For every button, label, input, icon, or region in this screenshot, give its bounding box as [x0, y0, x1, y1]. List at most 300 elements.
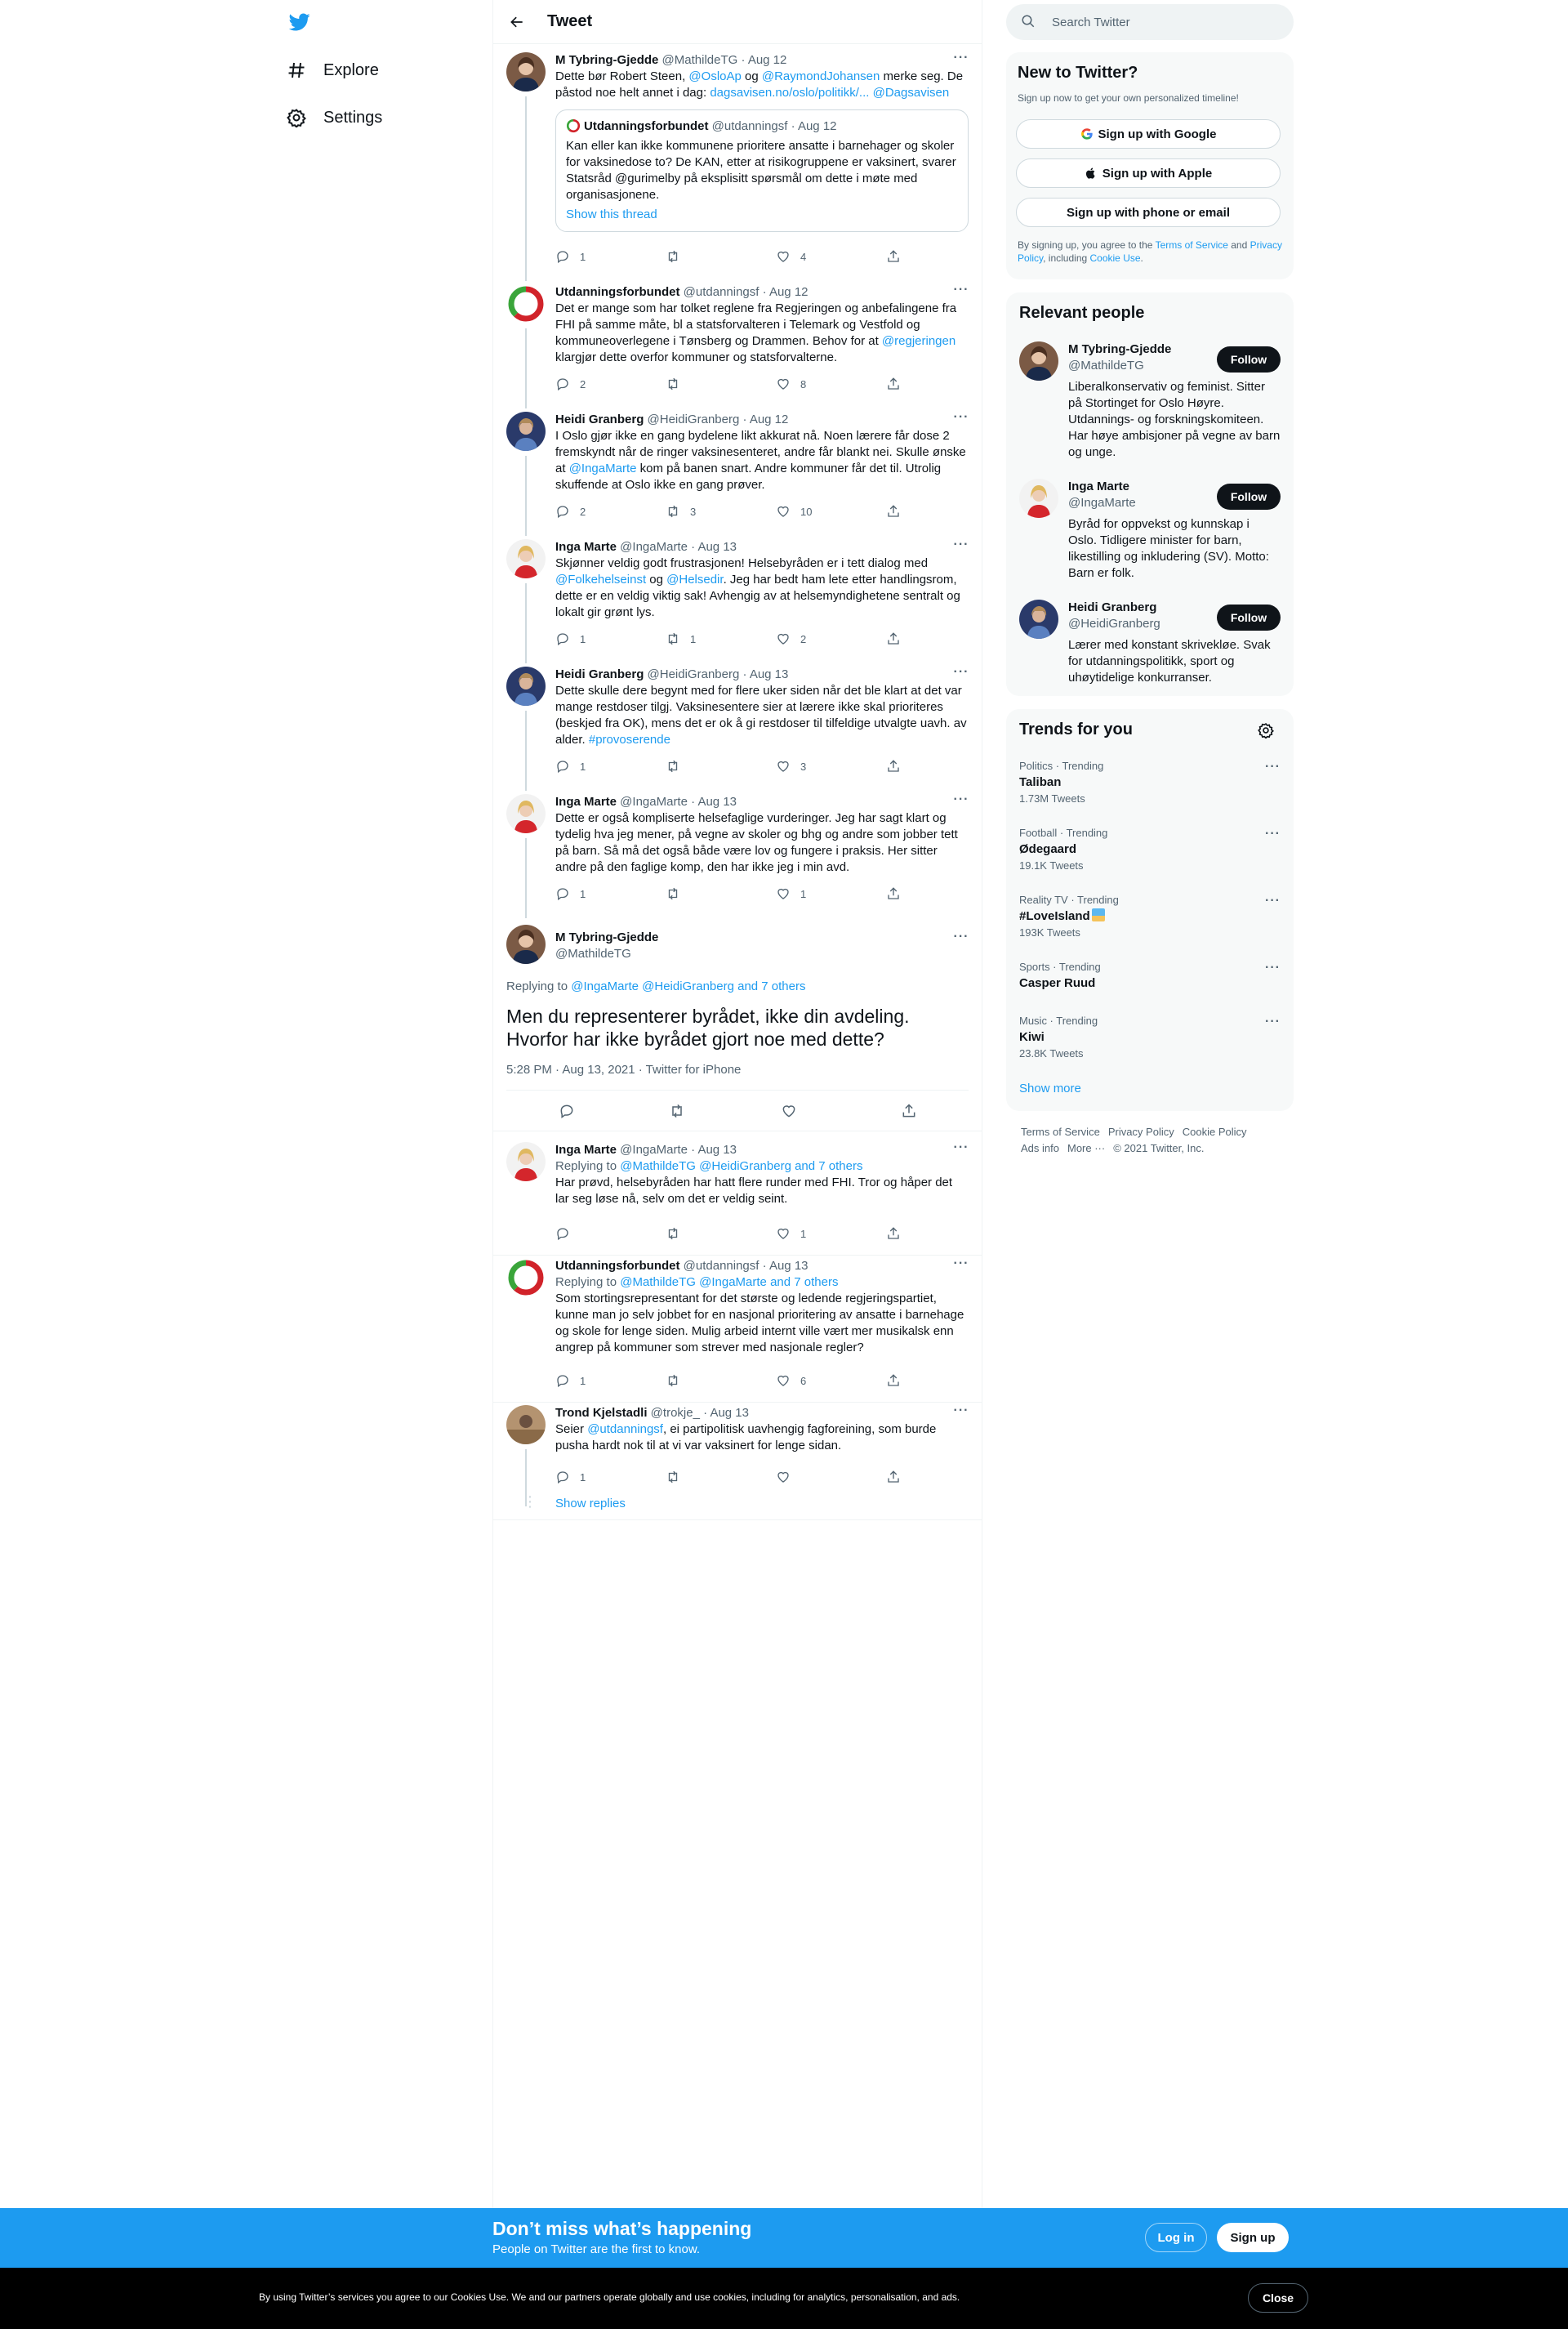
quoted-meta: [566, 118, 958, 135]
avatar[interactable]: [506, 412, 546, 451]
reply-button[interactable]: [555, 631, 666, 647]
retweet-icon: [666, 1470, 690, 1484]
signup-panel: [1006, 52, 1294, 279]
like-count: 6: [800, 1374, 807, 1387]
replying-label: Replying to: [555, 1159, 621, 1173]
tweet-text-segment: Skjønner veldig godt frustrasjonen! Helsebyråden er i tett dialog med: [555, 556, 929, 570]
tweet-meta: [555, 52, 969, 69]
signup-banner: [0, 2208, 1568, 2268]
more-icon[interactable]: ···: [1265, 827, 1281, 841]
reply-count: 2: [580, 377, 586, 390]
trends-panel: [1006, 709, 1294, 1111]
trend-item[interactable]: [1019, 760, 1281, 805]
trend-item[interactable]: [1019, 827, 1281, 872]
tweet-text-segment: og: [646, 573, 667, 587]
thread-connector-line: [525, 711, 527, 791]
reply-button[interactable]: [555, 758, 666, 774]
show-replies-link[interactable]: Show replies: [555, 1497, 626, 1510]
tweet-actions: [555, 758, 915, 774]
tweet-text-segment: kom på banen snart. Andre kommuner får det til. Utrolig skuffende at Oslo ikke en gang prøver.: [555, 462, 942, 492]
tweet-link[interactable]: @Dagsavisen: [872, 86, 950, 100]
tweet-text: [555, 69, 969, 101]
avatar[interactable]: [1019, 600, 1058, 639]
more-icon[interactable]: ···: [953, 665, 969, 679]
share-button[interactable]: [886, 1469, 911, 1485]
quoted-avatar: [566, 118, 581, 133]
reply-icon[interactable]: [559, 1103, 575, 1123]
author-handle[interactable]: @HeidiGranberg: [644, 667, 740, 681]
retweet-icon: [666, 504, 690, 519]
avatar[interactable]: [506, 1142, 546, 1181]
more-icon[interactable]: ···: [953, 538, 969, 551]
reply-count: 1: [580, 1470, 586, 1484]
replying-label: Replying to: [555, 1275, 621, 1289]
author-name[interactable]: Trond Kjelstadli: [555, 1406, 648, 1420]
page-title: Tweet: [547, 12, 593, 30]
focus-author[interactable]: [555, 930, 658, 962]
signup-title: New to Twitter?: [1018, 64, 1138, 82]
replying-to: [506, 979, 806, 995]
main-column: [492, 0, 982, 2255]
tweet-date[interactable]: · Aug 12: [739, 413, 789, 426]
author-handle[interactable]: @IngaMarte: [617, 795, 688, 809]
footer-links-2: [1021, 1140, 1212, 1157]
login-button[interactable]: Log in: [1145, 2223, 1207, 2252]
gear-icon: [286, 107, 307, 128]
signup-google-button[interactable]: [1016, 119, 1281, 149]
thread-connector-line: [525, 456, 527, 536]
more-icon[interactable]: ···: [1265, 961, 1281, 975]
like-button[interactable]: [776, 1469, 886, 1485]
trend-name: Kiwi: [1019, 1030, 1045, 1044]
author-name[interactable]: Heidi Granberg: [555, 667, 644, 681]
like-icon: [776, 504, 800, 519]
signup-legal: [1018, 239, 1282, 265]
retweet-button[interactable]: [666, 631, 776, 647]
tweet-link[interactable]: @utdanningsf: [587, 1422, 663, 1436]
trend-name: #LoveIsland: [1019, 908, 1281, 925]
more-icon[interactable]: ···: [953, 1140, 969, 1154]
reply-tweet: [493, 1139, 982, 1255]
follow-button[interactable]: Follow: [1217, 484, 1281, 510]
author-handle[interactable]: @HeidiGranberg: [644, 413, 740, 426]
trend-count: 1.73M Tweets: [1019, 792, 1085, 805]
person-name[interactable]: Heidi Granberg: [1068, 600, 1157, 614]
tweet-date[interactable]: · Aug 13: [699, 1406, 749, 1420]
person-handle: @IngaMarte: [1068, 496, 1136, 510]
show-this-thread-link[interactable]: Show this thread: [566, 207, 657, 221]
hashtag-icon: [286, 60, 307, 81]
terms-link[interactable]: Terms of Service: [1155, 239, 1228, 251]
share-button[interactable]: [886, 886, 911, 902]
quoted-author-name: Utdanningsforbundet: [584, 119, 709, 133]
footer-terms-link[interactable]: Terms of Service: [1021, 1126, 1100, 1138]
banner-title: Don’t miss what’s happening: [492, 2218, 752, 2239]
replying-to: [555, 1274, 969, 1291]
settings-gear-icon[interactable]: [1258, 722, 1274, 743]
more-icon[interactable]: ···: [1265, 1015, 1281, 1028]
tweet-actions: [555, 1469, 915, 1485]
reply-icon: [555, 504, 580, 519]
share-button[interactable]: [886, 631, 911, 647]
reply-button[interactable]: [555, 376, 666, 392]
tweet-meta: [555, 794, 969, 810]
footer-cookie-link[interactable]: Cookie Policy: [1182, 1126, 1247, 1138]
like-button[interactable]: [776, 758, 886, 774]
author-name[interactable]: M Tybring-Gjedde: [555, 53, 659, 67]
person-handle: @HeidiGranberg: [1068, 617, 1160, 631]
tweet-text-segment: . Jeg har bedt ham lete etter handlingsrom, dette er en veldig viktig sak! Avhengig av at helsemyndighetene sentralt og lokalt gir grønt lys.: [555, 573, 960, 619]
author-name[interactable]: Heidi Granberg: [555, 413, 644, 426]
author-name[interactable]: Inga Marte: [555, 1143, 617, 1157]
retweet-icon: [666, 1226, 690, 1241]
person-handle: @MathildeTG: [1068, 359, 1144, 373]
tweet-timestamp[interactable]: 5:28 PM · Aug 13, 2021 · Twitter for iPhone: [506, 1063, 742, 1077]
avatar[interactable]: [506, 284, 546, 323]
cookie-link[interactable]: Cookie Use: [1089, 252, 1141, 264]
tweet-link[interactable]: @Folkehelseinst: [555, 573, 647, 587]
replying-label: Replying to: [506, 979, 572, 993]
author-handle[interactable]: @trokje_: [647, 1406, 700, 1420]
thread-dots: ⋮: [523, 1493, 537, 1510]
reply-tweet: [493, 1255, 982, 1402]
retweet-icon: [666, 249, 690, 264]
tweet-actions: [555, 376, 915, 392]
tweet-text: [555, 428, 969, 493]
trend-name: Ødegaard: [1019, 842, 1077, 856]
like-button[interactable]: [776, 1372, 886, 1389]
trends-title: Trends for you: [1019, 721, 1133, 738]
person-name[interactable]: Inga Marte: [1068, 480, 1130, 493]
legal-text: , including: [1043, 252, 1090, 264]
tweet-link[interactable]: @OsloAp: [688, 69, 742, 83]
separator: [493, 1519, 982, 1520]
retweet-button[interactable]: [666, 503, 776, 520]
legal-text: By signing up, you agree to the: [1018, 239, 1156, 251]
retweet-button[interactable]: [666, 1372, 776, 1389]
tweet-body: [555, 667, 969, 748]
tweet-text-segment: klargjør dette overfor kommuner og statsforvalterne.: [555, 350, 838, 364]
tweet-actions: [555, 503, 915, 520]
share-icon: [886, 1226, 911, 1241]
tweet-link[interactable]: @regjeringen: [881, 334, 956, 348]
tweet-link[interactable]: @IngaMarte: [568, 462, 637, 475]
author-name[interactable]: Inga Marte: [555, 540, 617, 554]
tweet-date[interactable]: · Aug 13: [687, 795, 737, 809]
tweet-meta: [555, 412, 969, 428]
person-bio: Byråd for oppvekst og kunnskap i Oslo. Tidligere minister for barn, likestilling og inkludering (SV). Motto: Barn er folk.: [1068, 517, 1269, 580]
tweet-meta: [555, 1405, 969, 1421]
tweet-body: [555, 284, 969, 366]
tweet-body: [555, 794, 969, 876]
tweet-text: [555, 683, 969, 748]
reply-button[interactable]: [555, 1372, 666, 1389]
tweet-link[interactable]: @RaymondJohansen: [761, 69, 880, 83]
focus-tweet: [493, 921, 982, 1090]
like-button[interactable]: [776, 631, 886, 647]
like-count: 2: [800, 632, 807, 645]
tweet-date[interactable]: · Aug 12: [759, 285, 808, 299]
share-button[interactable]: [886, 503, 911, 520]
like-count: 3: [800, 760, 807, 773]
tweet-text-segment: merke seg. De påstod noe helt annet i dag:: [555, 69, 964, 100]
avatar[interactable]: [1019, 341, 1058, 381]
share-icon[interactable]: [901, 1103, 917, 1123]
tweet-header: [493, 0, 982, 43]
trend-name: Casper Ruud: [1019, 976, 1096, 990]
tweet-text: Har prøvd, helsebyråden har hatt flere runder med FHI. Tror og håper det lar seg løse nå, selv om det er veldig seint.: [555, 1176, 953, 1206]
relevant-people-title: Relevant people: [1019, 304, 1145, 322]
reply-button[interactable]: [555, 886, 666, 902]
tweet-text-segment: Dette bør Robert Steen,: [555, 69, 689, 83]
trend-category: Music · Trending: [1019, 1015, 1098, 1027]
tweet-body: [555, 1258, 969, 1356]
like-button[interactable]: [776, 376, 886, 392]
follow-button[interactable]: Follow: [1217, 346, 1281, 373]
author-name[interactable]: Utdanningsforbundet: [555, 1259, 680, 1273]
retweet-button[interactable]: [666, 758, 776, 774]
more-icon[interactable]: ···: [1265, 894, 1281, 908]
author-handle[interactable]: @utdanningsf: [679, 1259, 760, 1273]
like-count: 1: [800, 1227, 807, 1240]
reply-count: 2: [580, 505, 586, 518]
like-button[interactable]: [776, 248, 886, 265]
footer-ads-link[interactable]: Ads info: [1021, 1142, 1059, 1154]
signup-google-label: Sign up with Google: [1098, 127, 1217, 141]
nav-explore-label: Explore: [323, 60, 379, 79]
reply-button[interactable]: [555, 1469, 666, 1485]
share-icon: [886, 377, 911, 391]
reply-count: 1: [580, 632, 586, 645]
more-icon[interactable]: ···: [953, 283, 969, 297]
share-icon: [886, 1470, 911, 1484]
nav-settings-label: Settings: [323, 108, 383, 127]
more-icon[interactable]: ···: [953, 51, 969, 65]
avatar[interactable]: [506, 1258, 546, 1297]
trend-count: 19.1K Tweets: [1019, 859, 1084, 872]
footer-links: [1021, 1124, 1255, 1140]
retweet-button[interactable]: [666, 1225, 776, 1242]
trend-name: Taliban: [1019, 775, 1062, 789]
tweet-meta: [555, 667, 969, 683]
trend-item[interactable]: [1019, 1015, 1281, 1060]
retweet-icon[interactable]: [669, 1103, 685, 1123]
trend-category: Sports · Trending: [1019, 961, 1101, 973]
tweet-text: [555, 1421, 969, 1454]
like-count: 4: [800, 250, 807, 263]
reply-icon: [555, 1373, 580, 1388]
trend-count: 23.8K Tweets: [1019, 1047, 1084, 1060]
share-button[interactable]: [886, 1225, 911, 1242]
author-handle[interactable]: @utdanningsf: [679, 285, 760, 299]
trend-item[interactable]: [1019, 961, 1281, 992]
tweet-date[interactable]: · Aug 13: [739, 667, 789, 681]
tweet-body: [555, 1405, 969, 1454]
like-icon: [776, 1470, 800, 1484]
person-bio: Liberalkonservativ og feminist. Sitter på Stortinget for Oslo Høyre. Utdannings- og forskningskomiteen. Har høye ambisjoner på vegne av barn og unge.: [1068, 380, 1281, 459]
reply-button[interactable]: [555, 1225, 666, 1242]
retweet-button[interactable]: [666, 376, 776, 392]
tweet-text-segment: I Oslo gjør ikke en gang bydelene likt akkurat nå. Noen lærere får dose 2 fremskyndt når de ringer vaksinesenteret, andre får blankt nei. Skulle ønske at: [555, 429, 966, 475]
reply-icon: [555, 759, 580, 774]
twitter-logo-icon[interactable]: [287, 11, 312, 33]
replying-to: [555, 1158, 969, 1175]
signup-apple-button[interactable]: [1016, 158, 1281, 188]
tweet-actions: [555, 886, 915, 902]
like-count: 10: [800, 505, 813, 518]
avatar[interactable]: [506, 539, 546, 578]
like-count: 8: [800, 377, 807, 390]
tweet-meta: [555, 1258, 969, 1274]
tweet-actions: [555, 1225, 915, 1242]
like-button[interactable]: [776, 1225, 886, 1242]
tweet-date[interactable]: · Aug 13: [687, 540, 737, 554]
footer-privacy-link[interactable]: Privacy Policy: [1107, 1126, 1174, 1138]
avatar[interactable]: [506, 794, 546, 833]
tweet-text: [555, 810, 969, 876]
author-handle[interactable]: @IngaMarte: [617, 540, 688, 554]
trend-item[interactable]: [1019, 894, 1281, 939]
trend-count: 193K Tweets: [1019, 926, 1080, 939]
reply-count: 1: [580, 250, 586, 263]
relevant-people-panel: [1006, 292, 1294, 696]
thread-connector-line: [525, 96, 527, 281]
cookie-close-button[interactable]: Close: [1248, 2283, 1308, 2313]
author-handle: @MathildeTG: [555, 947, 631, 961]
tweet-meta: [555, 284, 969, 301]
retweet-button[interactable]: [666, 248, 776, 265]
like-icon: [776, 1226, 800, 1241]
person-name[interactable]: M Tybring-Gjedde: [1068, 342, 1172, 356]
like-button[interactable]: [776, 503, 886, 520]
apple-icon: [1085, 167, 1098, 180]
tweet-date[interactable]: · Aug 13: [687, 1143, 737, 1157]
nav-settings[interactable]: [286, 97, 382, 138]
retweet-button[interactable]: [666, 1469, 776, 1485]
banner-subtitle: People on Twitter are the first to know.: [492, 2242, 701, 2256]
share-button[interactable]: [886, 376, 911, 392]
thread-connector-line: [525, 838, 527, 918]
show-more-link[interactable]: Show more: [1019, 1082, 1081, 1095]
like-button[interactable]: [776, 886, 886, 902]
signup-phone-button[interactable]: [1016, 198, 1281, 227]
reply-button[interactable]: [555, 248, 666, 265]
privacy-link[interactable]: Privacy Policy: [1018, 239, 1282, 264]
footer-copyright: © 2021 Twitter, Inc.: [1113, 1142, 1205, 1154]
tweet-link[interactable]: @Helsedir: [666, 573, 724, 587]
reply-button[interactable]: [555, 503, 666, 520]
more-icon[interactable]: ···: [953, 410, 969, 424]
tweet-text: [555, 301, 969, 366]
replying-to-link[interactable]: @MathildeTG @HeidiGranberg and 7 others: [620, 1159, 863, 1173]
focus-tweet-text: Men du representerer byrådet, ikke din avdeling. Hvorfor har ikke byrådet gjort noe med dette?: [506, 1006, 910, 1050]
share-icon: [886, 759, 911, 774]
share-icon: [886, 631, 911, 646]
tweet-link[interactable]: dagsavisen.no/oslo/politikk/...: [710, 86, 870, 100]
avatar[interactable]: [506, 1405, 546, 1444]
retweet-icon: [666, 1373, 690, 1388]
replying-to-link[interactable]: @IngaMarte @HeidiGranberg and 7 others: [571, 979, 806, 993]
nav-explore[interactable]: [286, 50, 379, 91]
tweet-text-segment: Det er mange som har tolket reglene fra Regjeringen og anbefalingene fra FHI på samme måte, bl a statsforvalteren i Telemark og Vestfold og kommuneoverlegene i Tønsberg og Drammen. Behov for at: [555, 301, 957, 348]
thread-tweet: [493, 663, 982, 787]
thread-connector-line: [525, 328, 527, 408]
google-icon: [1080, 127, 1094, 141]
avatar[interactable]: [506, 925, 546, 964]
like-count: 1: [800, 887, 807, 900]
like-icon: [776, 886, 800, 901]
cookie-text: By using Twitter’s services you agree to our Cookies Use. We and our partners operate globally and use cookies, including for analytics, personalisation, and ads.: [259, 2291, 960, 2303]
tweet-actions: [555, 1372, 915, 1389]
more-icon[interactable]: ···: [953, 792, 969, 806]
share-icon: [886, 1373, 911, 1388]
author-name[interactable]: Utdanningsforbundet: [555, 285, 680, 299]
retweet-icon: [666, 631, 690, 646]
tweet-date[interactable]: · Aug 12: [737, 53, 787, 67]
more-icon[interactable]: ···: [1265, 760, 1281, 774]
avatar[interactable]: [506, 52, 546, 91]
search-input[interactable]: Search Twitter: [1052, 15, 1130, 29]
signup-button[interactable]: Sign up: [1217, 2223, 1289, 2252]
reply-icon: [555, 377, 580, 391]
tweet-actions: [555, 631, 915, 647]
author-name: M Tybring-Gjedde: [555, 930, 659, 944]
thread-tweet: [493, 408, 982, 533]
focus-actions: [493, 1103, 982, 1119]
quoted-author-handle: @utdanningsf: [708, 119, 788, 133]
share-button[interactable]: [886, 1372, 911, 1389]
retweet-count: 3: [690, 505, 697, 518]
tweet-meta: [555, 1142, 969, 1158]
author-handle[interactable]: @IngaMarte: [617, 1143, 688, 1157]
more-icon[interactable]: ···: [953, 930, 969, 944]
retweet-icon: [666, 759, 690, 774]
tweet-date[interactable]: · Aug 13: [759, 1259, 808, 1273]
footer-more-link[interactable]: More ···: [1067, 1142, 1106, 1154]
tweet-body: [555, 52, 969, 232]
tweet-text: Som stortingsrepresentant for det største og ledende regjeringspartiet, kunne man jo selv jobbet for en nasjonal prioritering av ansatte i barnehage og skole for lenge siden. Mulig arbeid internt ville vært mer musikalsk enn angrep på kommuner som strever med nasjonale regler?: [555, 1292, 964, 1354]
replying-to-link[interactable]: @MathildeTG @IngaMarte and 7 others: [620, 1275, 839, 1289]
legal-text: .: [1140, 252, 1143, 264]
share-icon: [886, 249, 911, 264]
legal-text: and: [1227, 239, 1250, 251]
more-icon[interactable]: ···: [953, 1403, 969, 1417]
cookie-bar: [0, 2268, 1568, 2329]
back-arrow-icon[interactable]: [503, 8, 531, 36]
trend-category: Football · Trending: [1019, 827, 1108, 839]
avatar[interactable]: [1019, 479, 1058, 518]
reply-icon: [555, 631, 580, 646]
author-name[interactable]: Inga Marte: [555, 795, 617, 809]
avatar[interactable]: [506, 667, 546, 706]
share-button[interactable]: [886, 758, 911, 774]
retweet-button[interactable]: [666, 886, 776, 902]
author-handle[interactable]: @MathildeTG: [658, 53, 738, 67]
quoted-tweet[interactable]: [555, 109, 969, 232]
tweet-link[interactable]: #provoserende: [588, 733, 670, 747]
more-icon[interactable]: ···: [953, 1256, 969, 1270]
follow-button[interactable]: Follow: [1217, 605, 1281, 631]
retweet-icon: [666, 886, 690, 901]
reply-count: 1: [580, 1374, 586, 1387]
like-icon[interactable]: [781, 1103, 797, 1123]
share-button[interactable]: [886, 248, 911, 265]
person-bio: Lærer med konstant skrivekløe. Svak for utdanningspolitikk, sport og uhøytidelige konkurranser.: [1068, 638, 1271, 685]
thread-tweet: [493, 281, 982, 405]
search-box[interactable]: [1006, 4, 1294, 40]
reply-icon: [555, 1226, 580, 1241]
tweet-actions: [555, 248, 915, 265]
